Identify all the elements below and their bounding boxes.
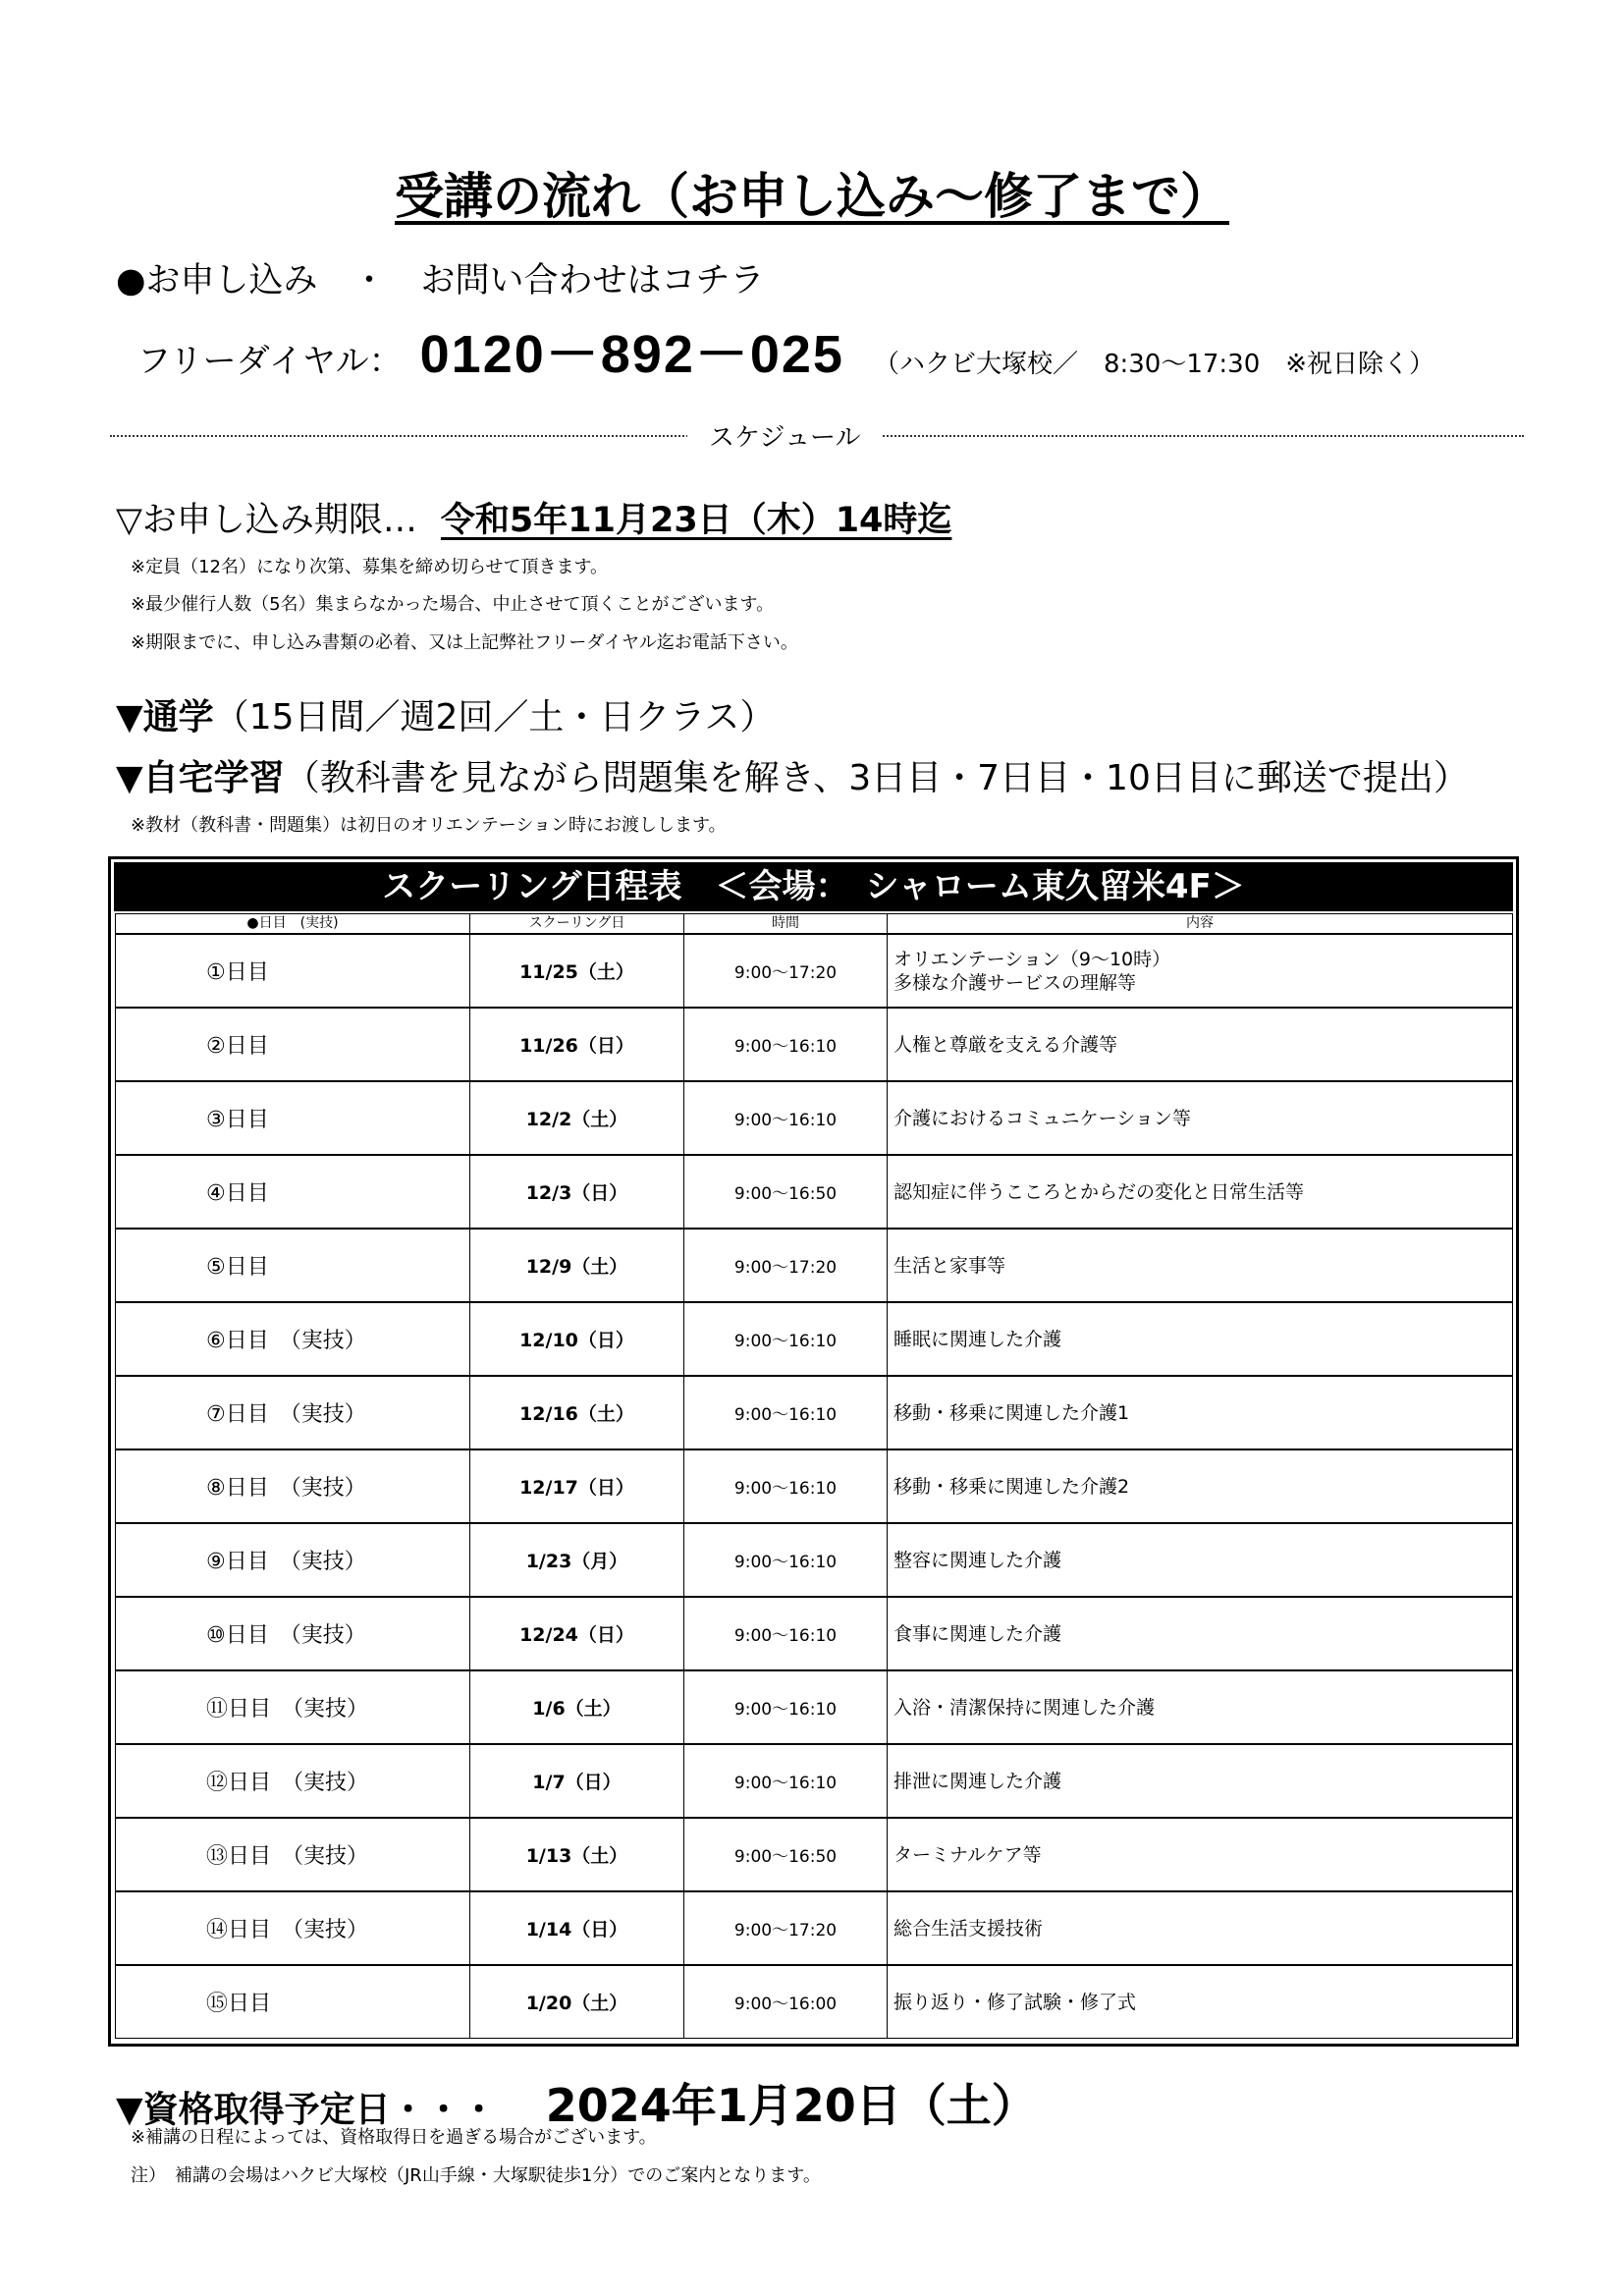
row-day-text: ⑭日目 （実技） bbox=[206, 1918, 369, 1942]
table-row bbox=[116, 1081, 1513, 1155]
deadline-note: ※定員（12名）になり次第、募集を締め切らせて頂きます。 bbox=[131, 557, 609, 577]
row-time-text: 9:00～16:10 bbox=[733, 1037, 838, 1057]
row-day-text: ⑨日目 （実技） bbox=[206, 1550, 366, 1574]
row-content bbox=[888, 1155, 1513, 1229]
row-time bbox=[684, 1376, 888, 1449]
row-time-text: 9:00～16:00 bbox=[733, 1995, 838, 2014]
table-row bbox=[116, 1155, 1513, 1229]
row-day bbox=[116, 1376, 470, 1449]
deadline-label: ▽お申し込み期限… bbox=[116, 501, 417, 540]
row-time bbox=[684, 1891, 888, 1965]
row-content bbox=[888, 1965, 1513, 2039]
row-content-text: 総合生活支援技術 bbox=[893, 1917, 1044, 1940]
row-date-text: 12/17（日） bbox=[519, 1477, 634, 1499]
row-content bbox=[888, 1008, 1513, 1081]
row-date bbox=[470, 1376, 684, 1449]
table-row bbox=[116, 1744, 1513, 1818]
row-content-text: 移動・移乗に関連した介護1 bbox=[893, 1401, 1130, 1424]
row-date-text: 1/14（日） bbox=[525, 1919, 628, 1941]
row-day-text: ④日目 bbox=[206, 1181, 269, 1206]
schedule-grid bbox=[115, 913, 1513, 2039]
row-date-text: 1/23（月） bbox=[525, 1551, 628, 1572]
page-title: 受講の流れ（お申し込み～修了まで） bbox=[395, 168, 1229, 225]
row-date-text: 1/20（土） bbox=[525, 1993, 628, 2014]
deadline bbox=[116, 493, 951, 542]
home-study-note: ※教材（教科書・問題集）は初日のオリエンテーション時にお渡しします。 bbox=[131, 815, 727, 836]
table-row bbox=[116, 1229, 1513, 1302]
row-date-text: 12/24（日） bbox=[519, 1624, 634, 1646]
row-day-text: ②日目 bbox=[206, 1034, 269, 1059]
row-content bbox=[888, 1449, 1513, 1523]
contact-heading: ●お申し込み ・ お問い合わせはコチラ bbox=[116, 261, 765, 301]
row-content-text: 食事に関連した介護 bbox=[893, 1622, 1062, 1645]
row-date bbox=[470, 1081, 684, 1155]
row-content-text: 入浴・清潔保持に関連した介護 bbox=[893, 1696, 1156, 1719]
row-date-text: 12/3（日） bbox=[525, 1182, 628, 1204]
deadline-note: ※期限までに、申し込み書類の必着、又は上記弊社フリーダイヤル迄お電話下さい。 bbox=[131, 632, 798, 653]
row-date-text: 11/25（土） bbox=[519, 961, 634, 983]
table-row bbox=[116, 1449, 1513, 1523]
deadline-date: 令和5年11月23日（木）14時迄 bbox=[440, 501, 952, 540]
row-time bbox=[684, 1744, 888, 1818]
qualification-label: ▼資格取得予定日・・・ bbox=[116, 2090, 497, 2130]
row-date-text: 12/16（土） bbox=[519, 1403, 634, 1425]
commute-label: ▼通学 bbox=[116, 697, 214, 738]
row-time-text: 9:00～16:10 bbox=[733, 1111, 838, 1130]
header-day: ●日目 (実技) bbox=[116, 914, 470, 935]
header-date: スクーリング日 bbox=[470, 914, 684, 935]
row-time bbox=[684, 1302, 888, 1376]
row-time bbox=[684, 1081, 888, 1155]
row-day bbox=[116, 1597, 470, 1670]
row-time bbox=[684, 1818, 888, 1891]
row-day bbox=[116, 1081, 470, 1155]
row-day bbox=[116, 1523, 470, 1597]
row-date bbox=[470, 934, 684, 1008]
row-time-text: 9:00～16:10 bbox=[733, 1774, 838, 1793]
row-day-text: ①日目 bbox=[206, 960, 269, 985]
row-content-text: 介護におけるコミュニケーション等 bbox=[893, 1107, 1191, 1129]
row-day-text: ⑪日目 （実技） bbox=[206, 1697, 369, 1722]
commute-detail: （15日間／週2回／土・日クラス） bbox=[213, 697, 776, 738]
row-day-text: ⑬日目 （実技） bbox=[206, 1844, 369, 1869]
phone-number[interactable]: 0120－892－025 bbox=[419, 325, 844, 384]
row-content bbox=[888, 1891, 1513, 1965]
row-time-text: 9:00～17:20 bbox=[733, 963, 838, 983]
row-date bbox=[470, 1744, 684, 1818]
row-day bbox=[116, 1670, 470, 1744]
table-row bbox=[116, 1891, 1513, 1965]
row-day bbox=[116, 1891, 470, 1965]
row-time bbox=[684, 1008, 888, 1081]
row-day bbox=[116, 1744, 470, 1818]
row-time-text: 9:00～16:10 bbox=[733, 1405, 838, 1425]
header-content: 内容 bbox=[888, 914, 1513, 935]
row-day-text: ⑩日目 （実技） bbox=[206, 1623, 366, 1648]
row-content-text: 睡眠に関連した介護 bbox=[893, 1328, 1062, 1350]
table-row bbox=[116, 1302, 1513, 1376]
row-content-text: 振り返り・修了試験・修了式 bbox=[893, 1991, 1137, 2013]
phone-label: フリーダイヤル： bbox=[137, 342, 403, 381]
home-study-label: ▼自宅学習 bbox=[116, 758, 285, 798]
deadline-note: ※最少催行人数（5名）集まらなかった場合、中止させて頂くことがございます。 bbox=[131, 594, 775, 615]
row-day bbox=[116, 934, 470, 1008]
schedule-label: スケジュール bbox=[687, 417, 882, 454]
row-time-text: 9:00～16:10 bbox=[733, 1332, 838, 1351]
row-time-text: 9:00～16:50 bbox=[733, 1847, 838, 1867]
row-time bbox=[684, 1597, 888, 1670]
row-date-text: 1/6（土） bbox=[532, 1698, 622, 1720]
row-time-text: 9:00～16:10 bbox=[733, 1626, 838, 1646]
row-content-text: ターミナルケア等 bbox=[893, 1843, 1042, 1866]
row-date bbox=[470, 1670, 684, 1744]
row-day bbox=[116, 1818, 470, 1891]
row-date-text: 11/26（日） bbox=[519, 1035, 634, 1057]
row-content bbox=[888, 1229, 1513, 1302]
row-time bbox=[684, 1965, 888, 2039]
row-content bbox=[888, 934, 1513, 1008]
row-time bbox=[684, 1449, 888, 1523]
row-content-text: 移動・移乗に関連した介護2 bbox=[893, 1475, 1130, 1498]
phone-note: （ハクビ大塚校／ 8:30～17:30 ※祝日除く） bbox=[873, 350, 1435, 379]
row-date bbox=[470, 1818, 684, 1891]
row-day bbox=[116, 1008, 470, 1081]
row-time bbox=[684, 1523, 888, 1597]
table-title: スクーリング日程表 ＜会場： シャローム東久留米4F＞ bbox=[114, 862, 1513, 911]
header-time: 時間 bbox=[684, 914, 888, 935]
row-time bbox=[684, 1670, 888, 1744]
row-date bbox=[470, 1523, 684, 1597]
row-date bbox=[470, 1302, 684, 1376]
row-date bbox=[470, 1008, 684, 1081]
row-day-text: ⑦日目 （実技） bbox=[206, 1402, 366, 1427]
row-time-text: 9:00～16:10 bbox=[733, 1479, 838, 1499]
row-content-text: 整容に関連した介護 bbox=[893, 1549, 1062, 1571]
row-day-text: ⑧日目 （実技） bbox=[206, 1476, 366, 1501]
row-content bbox=[888, 1597, 1513, 1670]
table-row bbox=[116, 1965, 1513, 2039]
row-content bbox=[888, 1744, 1513, 1818]
qualification-note: ※補講の日程によっては、資格取得日を過ぎる場合がございます。 bbox=[131, 2127, 657, 2148]
row-content-line2: 多様な介護サービスの理解等 bbox=[893, 971, 1137, 994]
row-time-text: 9:00～16:10 bbox=[733, 1700, 838, 1720]
row-date-text: 12/2（土） bbox=[525, 1109, 628, 1130]
row-date bbox=[470, 1891, 684, 1965]
table-row bbox=[116, 1376, 1513, 1449]
row-time bbox=[684, 934, 888, 1008]
row-content-text: オリエンテーション（9～10時） bbox=[893, 948, 1171, 970]
home-study-section bbox=[116, 750, 1469, 800]
row-time-text: 9:00～17:20 bbox=[733, 1258, 838, 1278]
home-study-detail: （教科書を見ながら問題集を解き、3日目・7日目・10日目に郵送で提出） bbox=[284, 758, 1469, 798]
row-day bbox=[116, 1302, 470, 1376]
row-date-text: 1/7（日） bbox=[532, 1772, 622, 1793]
row-time-text: 9:00～16:50 bbox=[733, 1184, 838, 1204]
row-day-text: ⑫日目 （実技） bbox=[206, 1771, 369, 1795]
row-time-text: 9:00～17:20 bbox=[733, 1921, 838, 1941]
row-content bbox=[888, 1670, 1513, 1744]
row-day bbox=[116, 1965, 470, 2039]
commute-section bbox=[116, 689, 775, 739]
table-row bbox=[116, 934, 1513, 1008]
row-day-text: ③日目 bbox=[206, 1108, 269, 1132]
row-content-text: 認知症に伴うこころとからだの変化と日常生活等 bbox=[893, 1180, 1305, 1203]
row-date bbox=[470, 1965, 684, 2039]
qualification-note: 注） 補講の会場はハクビ大塚校（JR山手線・大塚駅徒歩1分）でのご案内となります。 bbox=[131, 2165, 821, 2186]
table-row bbox=[116, 1597, 1513, 1670]
row-time bbox=[684, 1229, 888, 1302]
table-row bbox=[116, 1818, 1513, 1891]
row-content bbox=[888, 1818, 1513, 1891]
row-date bbox=[470, 1449, 684, 1523]
schooling-schedule-table bbox=[108, 856, 1519, 2047]
table-row bbox=[116, 1523, 1513, 1597]
table-row bbox=[116, 1008, 1513, 1081]
row-content-text: 人権と尊厳を支える介護等 bbox=[893, 1033, 1118, 1056]
row-content bbox=[888, 1523, 1513, 1597]
row-date-text: 12/9（土） bbox=[525, 1256, 628, 1278]
table-row bbox=[116, 1670, 1513, 1744]
row-date bbox=[470, 1229, 684, 1302]
row-day bbox=[116, 1229, 470, 1302]
row-day-text: ⑤日目 bbox=[206, 1255, 269, 1280]
row-day bbox=[116, 1155, 470, 1229]
row-content-text: 生活と家事等 bbox=[893, 1254, 1006, 1277]
row-content-text: 排泄に関連した介護 bbox=[893, 1770, 1062, 1792]
row-content bbox=[888, 1376, 1513, 1449]
row-day-text: ⑥日目 （実技） bbox=[206, 1329, 366, 1353]
row-date bbox=[470, 1597, 684, 1670]
row-date-text: 1/13（土） bbox=[525, 1845, 628, 1867]
row-date-text: 12/10（日） bbox=[519, 1330, 634, 1351]
row-time bbox=[684, 1155, 888, 1229]
row-time-text: 9:00～16:10 bbox=[733, 1553, 838, 1572]
qualification-date: 2024年1月20日（土） bbox=[545, 2079, 1037, 2132]
row-content bbox=[888, 1302, 1513, 1376]
table-header-row bbox=[116, 914, 1513, 935]
phone-row bbox=[137, 312, 1435, 388]
row-date bbox=[470, 1155, 684, 1229]
row-day-text: ⑮日目 bbox=[206, 1992, 272, 2016]
row-day bbox=[116, 1449, 470, 1523]
row-content bbox=[888, 1081, 1513, 1155]
